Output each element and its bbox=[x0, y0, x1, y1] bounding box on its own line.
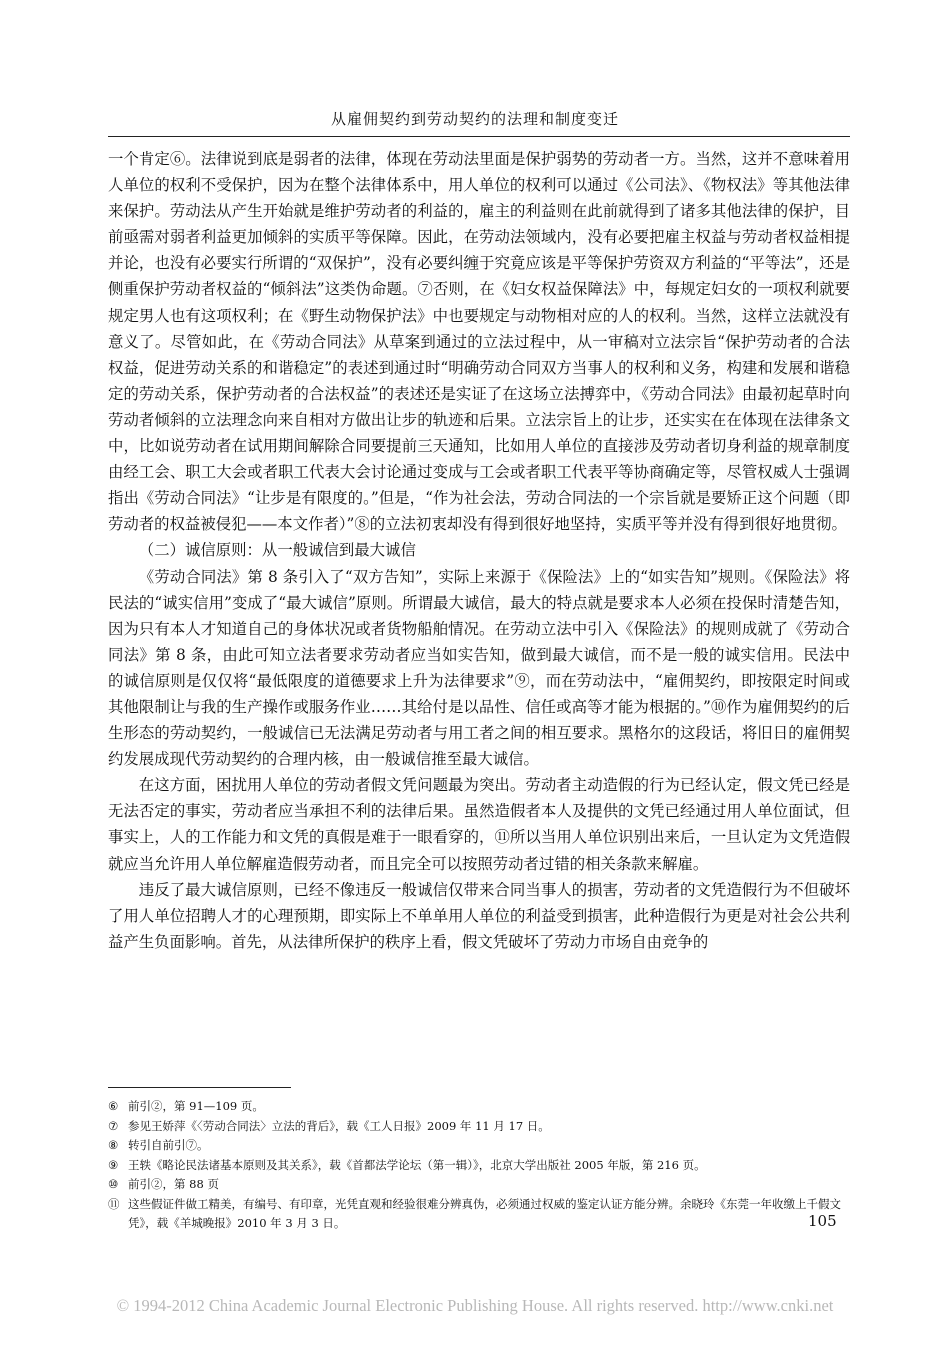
copyright-watermark: © 1994-2012 China Academic Journal Electronic Publishing House. All rights reserved. http://www.cnki.net bbox=[116, 1296, 834, 1315]
paragraph-4: 违反了最大诚信原则，已经不像违反一般诚信仅带来合同当事人的损害，劳动者的文凭造假行为不但破坏了用人单位招聘人才的心理预期，即实际上不单单用人单位的利益受到损害，此种造假行为更是对社会公共利益产生负面影响。首先，从法律所保护的秩序上看，假文凭破坏了劳动力市场自由竞争的 bbox=[108, 880, 850, 951]
footnote-number: ⑧ bbox=[108, 1138, 119, 1152]
running-header: 从雇佣契约到劳动契约的法理和制度变迁 bbox=[330, 110, 619, 128]
footnote bbox=[108, 1175, 850, 1195]
footnote-text: 这些假证件做工精美，有编号、有印章，光凭直观和经验很难分辨真伪，必须通过权威的鉴定认证方能分辨。余晓玲《东莞一年收缴上千假文凭》，载《羊城晚报》2010 年 3 月 3 日。 bbox=[128, 1196, 841, 1230]
body-text bbox=[108, 146, 850, 955]
footnote bbox=[108, 1097, 850, 1117]
paragraph-1: 一个肯定⑥。法律说到底是弱者的法律，体现在劳动法里面是保护弱势的劳动者一方。当然，这并不意味着用人单位的权利不受保护，因为在整个法律体系中，用人单位的权利可以通过《公司法》、《物权法》等其他法律来保护。劳动法从产生开始就是维护劳动者的利益的，雇主的利益则在此前就得到了诸多其他法律的保护，目前亟需对弱者利益更加倾斜的实质平等保障。因此，在劳动法领域内，没有必要把雇主权益与劳动者权益相提并论，也没有必要实行所谓的“双保护”，没有必要纠缠于究竟应该是平等保护劳资双方利益的“平等法”，还是侧重保护劳动者权益的“倾斜法”这类伪命题。⑦否则，在《妇女权益保障法》中，每规定妇女的一项权利就要规定男人也有这项权利；在《野生动物保护法》中也要规定与动物相对应的人的权利。当然，这样立法就没有意义了。尽管如此，在《劳动合同法》从草案到通过的立法过程中，从一审稿对立法宗旨“保护劳动者的合法权益，促进劳动关系的和谐稳定”的表述到通过时“明确劳动合同双方当事人的权利和义务，构建和发展和谐稳定的劳动关系，保护劳动者的合法权益”的表述还是实证了在这场立法搏弈中，《劳动合同法》由最初起草时向劳动者倾斜的立法理念向来自相对方做出让步的轨迹和后果。立法宗旨上的让步，还实实在在体现在法律条文中，比如说劳动者在试用期间解除合同要提前三天通知，比如用人单位的直接涉及劳动者切身利益的规章制度由经工会、职工大会或者职工代表大会讨论通过变成与工会或者职工代表平等协商确定等，尽管权威人士强调指出《劳动合同法》“让步是有限度的。”但是，“作为社会法，劳动合同法的一个宗旨就是要矫正这个问题（即劳动者的权益被侵犯——本文作者）”⑧的立法初衷却没有得到很好地坚持，实质平等并没有得到很好地贯彻。 bbox=[108, 150, 850, 534]
page-number: 105 bbox=[808, 1212, 837, 1230]
footnote-text: 参见王娇萍《〈劳动合同法〉立法的背后》，载《工人日报》2009 年 11 月 17 日。 bbox=[128, 1118, 550, 1133]
footnote bbox=[108, 1156, 850, 1176]
footnote-text: 前引②，第 91—109 页。 bbox=[128, 1099, 264, 1113]
paragraph-2: 《劳动合同法》第 8 条引入了“双方告知”，实际上来源于《保险法》上的“如实告知”规则。《保险法》将民法的“诚实信用”变成了“最大诚信”原则。所谓最大诚信，最大的特点就是要求本人必须在投保时清楚告知，因为只有本人才知道自己的身体状况或者货物船舶情况。在劳动立法中引入《保险法》的规则成就了《劳动合同法》第 8 条，由此可知立法者要求劳动者应当如实告知，做到最大诚信，而不是一般的诚实信用。民法中的诚信原则是仅仅将“最低限度的道德要求上升为法律要求”⑨，而在劳动法中，“雇佣契约，即按限定时间或其他限制让与我的生产操作或服务作业……其给付是以品性、信任或高等才能为根据的。”⑩作为雇佣契约的后生形态的劳动契约，一般诚信已无法满足劳动者与用工者之间的相互要求。黑格尔的这段话，将旧日的雇佣契约发展成现代劳动契约的合理内核，由一般诚信推至最大诚信。 bbox=[108, 567, 850, 769]
footnote-separator bbox=[108, 1087, 291, 1088]
footnote-number: ⑩ bbox=[108, 1177, 119, 1191]
footnote-text: 前引②，第 88 页 bbox=[128, 1177, 219, 1191]
paragraph-3: 在这方面，困扰用人单位的劳动者假文凭问题最为突出。劳动者主动造假的行为已经认定，假文凭已经是无法否定的事实，劳动者应当承担不利的法律后果。虽然造假者本人及提供的文凭已经通过用人单位面试，但事实上，人的工作能力和文凭的真假是难于一眼看穿的，⑪所以当用人单位识别出来后，一旦认定为文凭造假就应当允许用人单位解雇造假劳动者，而且完全可以按照劳动者过错的相关条款来解雇。 bbox=[108, 776, 850, 873]
footnote bbox=[108, 1117, 850, 1137]
footnote-number: ⑦ bbox=[108, 1118, 119, 1133]
footnote-number: ⑥ bbox=[108, 1099, 119, 1113]
footnote bbox=[108, 1136, 850, 1156]
footnote-text: 转引自前引⑦。 bbox=[128, 1138, 209, 1152]
header-rule bbox=[108, 136, 850, 137]
section-heading: （二）诚信原则：从一般诚信到最大诚信 bbox=[138, 541, 416, 560]
footnote-text: 王轶《略论民法诸基本原则及其关系》，载《首都法学论坛（第一辑）》，北京大学出版社 2005 年版，第 216 页。 bbox=[128, 1157, 706, 1172]
footnotes bbox=[108, 1097, 850, 1234]
footnote bbox=[108, 1195, 850, 1234]
footnote-number: ⑨ bbox=[108, 1157, 119, 1172]
footnote-number: ⑪ bbox=[108, 1196, 120, 1211]
